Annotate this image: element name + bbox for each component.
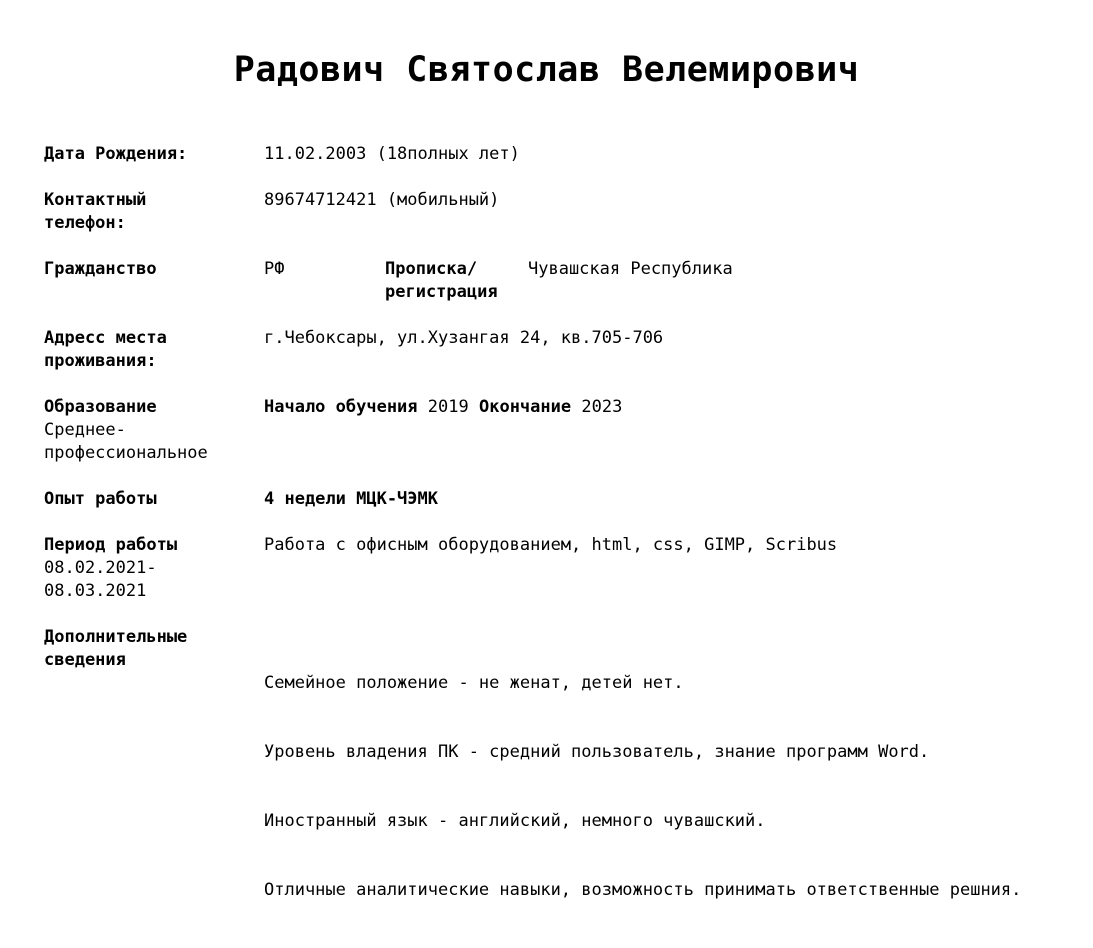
additional-line: Иностранный язык - английский, немного чувашский. [264, 811, 766, 831]
address-label [44, 327, 244, 373]
additional-line: Отличные аналитические навыки, возможность принимать ответственные решния. [264, 880, 1022, 900]
work-period-label [44, 534, 244, 603]
birth-label: Дата Рождения: [44, 144, 188, 164]
education-label [44, 396, 244, 465]
education-value [264, 396, 622, 419]
experience-label: Опыт работы [44, 489, 157, 509]
phone-value: 89674712421 (мобильный) [264, 190, 500, 210]
education-level-line2: профессиональное [44, 443, 208, 463]
work-period-value: Работа с офисным оборудованием, html, css, GIMP, Scribus [264, 535, 838, 555]
registration-label [385, 258, 515, 304]
registration-label-line2: регистрация [385, 282, 498, 302]
education-end-label: Окончание [478, 397, 572, 417]
phone-label [44, 189, 244, 235]
education-end-year: 2023 [581, 397, 623, 417]
registration-label-line1: Прописка/ [385, 259, 478, 279]
education-level-line1: Среднее- [44, 420, 126, 440]
additional-label-line1: Дополнительные [44, 627, 188, 647]
citizenship-label: Гражданство [44, 259, 157, 279]
education-start-year: 2019 [427, 397, 469, 417]
education-label-title: Образование [44, 397, 157, 417]
additional-value [264, 626, 1021, 948]
education-start-label: Начало обучения [264, 397, 418, 417]
additional-label-line2: сведения [44, 650, 126, 670]
additional-line: Семейное положение - не женат, детей нет. [264, 673, 684, 693]
address-label-line1: Адресс места [44, 328, 167, 348]
birth-value: 11.02.2003 (18полных лет) [264, 144, 520, 164]
work-period-label-title: Период работы [44, 535, 178, 555]
experience-value: 4 недели МЦК-ЧЭМК [264, 489, 438, 509]
registration-value: Чувашская Республика [528, 259, 733, 279]
work-period-date-to: 08.03.2021 [44, 581, 147, 601]
additional-label [44, 626, 244, 672]
address-value: г.Чебоксары, ул.Хузангая 24, кв.705-706 [264, 328, 664, 348]
additional-line: Уровень владения ПК - средний пользователь, знание программ Word. [264, 742, 930, 762]
resume-name: Радович Святослав Велемирович [233, 50, 860, 90]
work-period-date-from: 08.02.2021- [44, 558, 157, 578]
address-label-line2: проживания: [44, 351, 157, 371]
phone-label-line2: телефон: [44, 213, 126, 233]
citizenship-value: РФ [264, 259, 285, 279]
phone-label-line1: Контактный [44, 190, 147, 210]
